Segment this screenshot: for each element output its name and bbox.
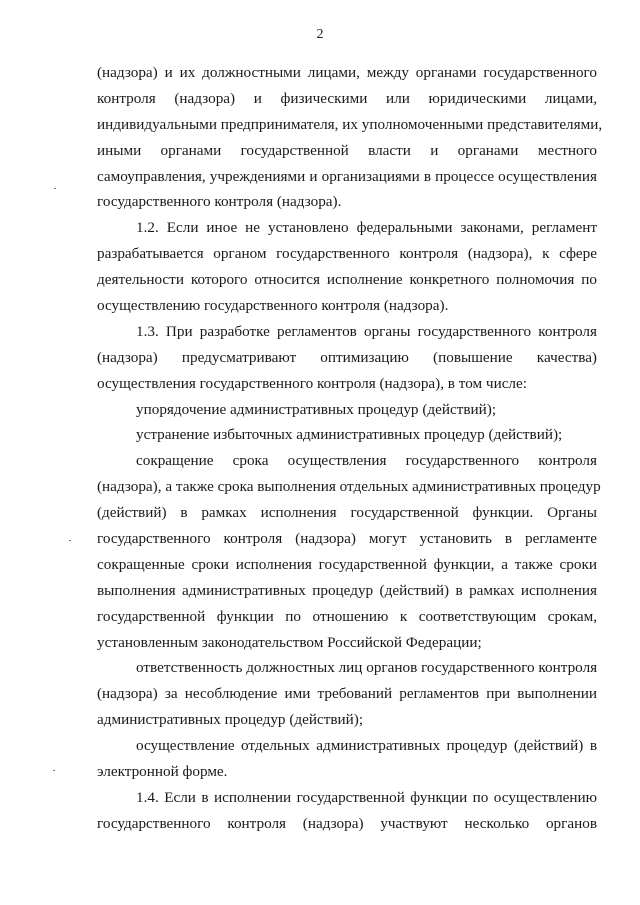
page-number: 2 xyxy=(316,27,324,42)
scan-speck xyxy=(54,188,56,189)
text-line: 1.4. Если в исполнении государственной функции по осуществлению xyxy=(136,788,597,806)
text-line: иными органами государственной власти и органами местного xyxy=(97,141,597,159)
text-line: упорядочение административных процедур (действий); xyxy=(136,400,497,418)
text-line: сокращение срока осуществления государственного контроля xyxy=(136,452,597,470)
text-line: 1.3. При разработке регламентов органы государственного контроля xyxy=(136,322,597,340)
text-line: административных процедур (действий); xyxy=(97,711,364,729)
text-line: устранение избыточных административных процедур (действий); xyxy=(136,426,563,444)
text-line: (надзора) за несоблюдение ими требований регламентов при выполнении xyxy=(97,685,597,703)
list-item xyxy=(97,422,597,448)
text-line: индивидуальными предпринимателя, их уполномоченными представителями, xyxy=(97,115,603,133)
text-line: (надзора) и их должностными лицами, между органами государственного xyxy=(97,64,597,81)
paragraph-1-4 xyxy=(97,785,597,837)
scan-speck xyxy=(53,770,55,771)
list-item xyxy=(97,397,597,423)
text-line: деятельности которого относится исполнение конкретного полномочия по xyxy=(97,271,597,289)
paragraph-1-3 xyxy=(97,319,597,397)
text-line: (действий) в рамках исполнения государственной функции. Органы xyxy=(97,504,597,522)
text-line: осуществлению государственного контроля (надзора). xyxy=(97,297,449,315)
text-line: государственного контроля (надзора) участвуют несколько органов xyxy=(97,814,597,832)
text-line: 1.2. Если иное не установлено федеральными законами, регламент xyxy=(136,219,597,237)
text-line: сокращенные сроки исполнения государственной функции, а также сроки xyxy=(97,555,597,573)
text-line: контроля (надзора) и физическими или юридическими лицами, xyxy=(97,89,597,107)
text-line: ответственность должностных лиц органов государственного контроля xyxy=(136,659,598,677)
text-line: государственного контроля (надзора) могут установить в регламенте xyxy=(97,530,597,548)
text-line: самоуправления, учреждениями и организациями в процессе осуществления xyxy=(97,167,597,185)
text-line: государственной функции по отношению к соответствующим срокам, xyxy=(97,607,597,625)
list-item xyxy=(97,733,597,785)
list-item xyxy=(97,448,601,655)
text-line: установленным законодательством Российской Федерации; xyxy=(97,633,482,651)
paragraph xyxy=(97,60,603,215)
paragraph-1-2 xyxy=(97,215,597,319)
scan-speck xyxy=(69,540,71,541)
document-body xyxy=(97,60,603,837)
list-item xyxy=(97,655,597,733)
text-line: государственного контроля (надзора). xyxy=(97,193,342,211)
text-line: (надзора), а также срока выполнения отдельных административных процедур xyxy=(97,478,601,496)
text-line: электронной форме. xyxy=(97,763,228,781)
text-line: разрабатывается органом государственного контроля (надзора), к сфере xyxy=(97,245,597,263)
text-line: осуществления государственного контроля (надзора), в том числе: xyxy=(97,374,527,392)
text-line: (надзора) предусматривают оптимизацию (повышение качества) xyxy=(97,348,597,366)
text-line: осуществление отдельных административных процедур (действий) в xyxy=(136,737,597,755)
text-line: выполнения административных процедур (действий) в рамках исполнения xyxy=(97,581,597,599)
